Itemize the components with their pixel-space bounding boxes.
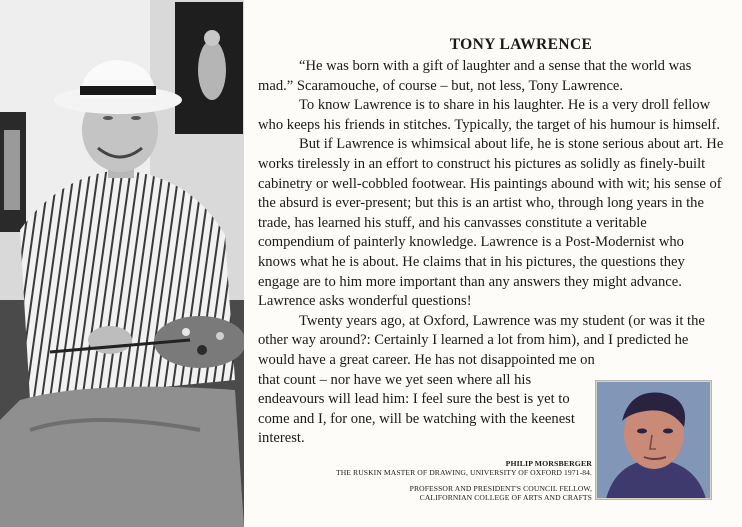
paragraph-laughter: To know Lawrence is to share in his laughter. He is a very droll fellow who keeps his friends in stitches. Typically, the target of his humour is himself. xyxy=(258,97,720,133)
paragraph-closing: that count – nor have we yet seen where all his endeavours will lead him: I feel sure the best is yet to come and I, for one, will be watching with the keenest interest. xyxy=(258,371,575,447)
signature-title-oxford: THE RUSKIN MASTER OF DRAWING, UNIVERSITY OF OXFORD 1971-84. xyxy=(335,468,592,478)
signature-title-college: CALIFORNIAN COLLEGE OF ARTS AND CRAFTS xyxy=(419,493,592,503)
paragraph-quote: “He was born with a gift of laughter and a sense that the world was mad.” Scaramouche, of course – but, not less, Tony Lawrence. xyxy=(258,58,692,94)
article-title: TONY LAWRENCE xyxy=(449,36,593,53)
artist-photo xyxy=(0,0,244,527)
paragraph-oxford: Twenty years ago, at Oxford, Lawrence was my student (or was it the other way around?: Certainly I learned a lot from him), and I predicted he would have a great career. He has not disappointed me on xyxy=(258,312,705,368)
portrait-painting xyxy=(595,380,712,500)
signature-block xyxy=(336,459,592,503)
artist-photo-illustration xyxy=(0,0,244,527)
portrait-illustration xyxy=(596,381,711,499)
signature-title-professor: PROFESSOR AND PRESIDENT'S COUNCIL FELLOW, xyxy=(409,483,592,493)
signature-name: PHILIP MORSBERGER xyxy=(505,459,592,468)
paragraph-art: But if Lawrence is whimsical about life, he is stone serious about art. He works tirelessly in an effort to construct his pictures as solidly as finely-built cabinetry or well-cobbled footwear. His paintings abound with wit; his sense of the absurd is ever-present; but this is an artist who, through long years in the trade, has learned his stuff, and his canvasses constitute a veritable compendium of painterly knowledge. Lawrence is a Post-Modernist who knows what he is about. He claims that in his pictures, the questions they engage are to him more important than any answers they might advance. Lawrence asks wonderful questions! xyxy=(258,136,724,310)
